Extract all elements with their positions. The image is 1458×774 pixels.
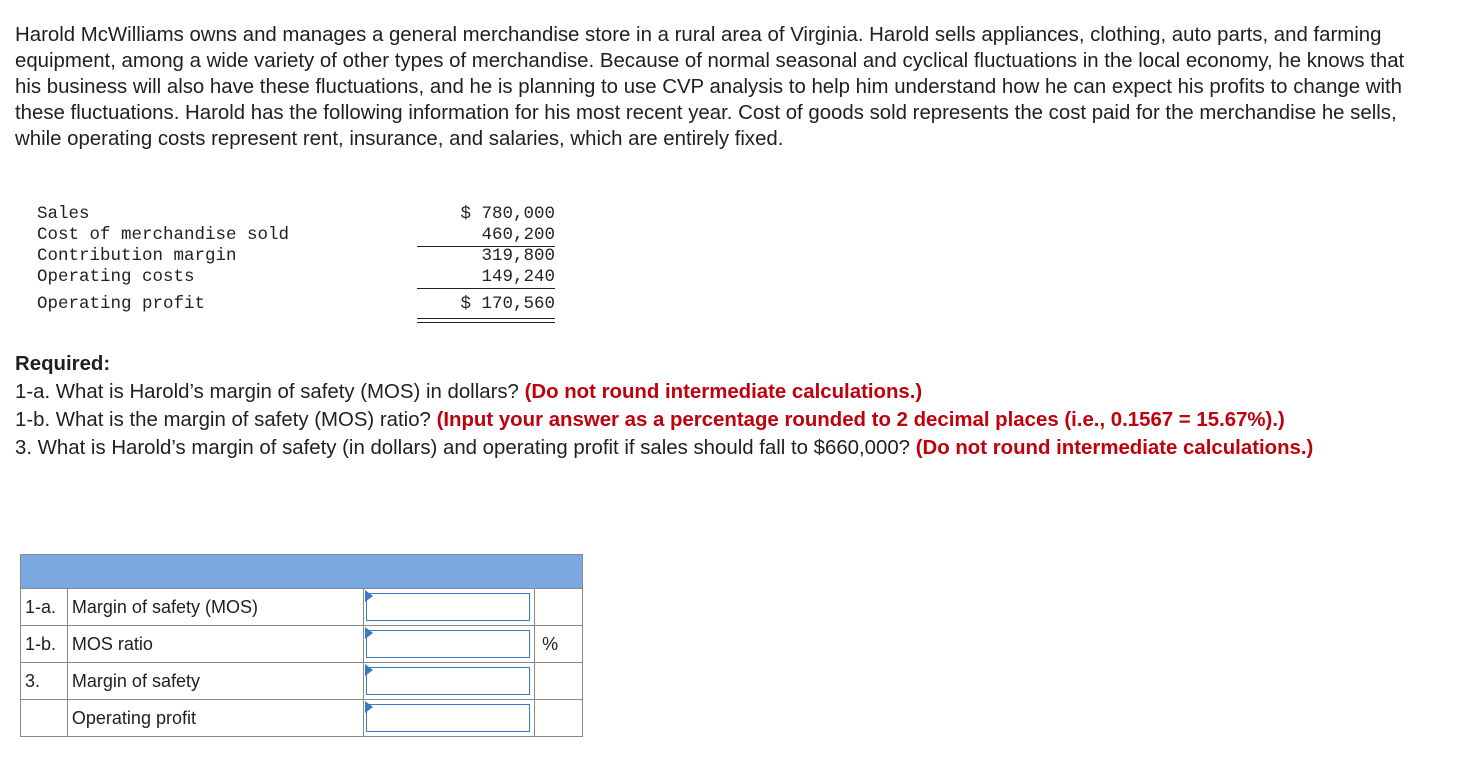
question-1a (15, 378, 1435, 406)
statement-label: Operating profit (37, 294, 206, 314)
answer-table-header (21, 555, 583, 589)
input-flag-icon (365, 701, 373, 713)
statement-amount: 149,240 (481, 267, 555, 287)
statement-row-sales (37, 204, 597, 225)
statement-row-operating-costs (37, 267, 597, 288)
question-1b-note: (Input your answer as a percentage rounded to 2 decimal places (i.e., 0.1567 = 15.67%).) (436, 409, 1285, 431)
input-flag-icon (365, 590, 373, 602)
header-cell (21, 555, 583, 589)
statement-amount: $ 780,000 (460, 204, 555, 224)
row-label: Operating profit (67, 700, 363, 737)
question-1a-note: (Do not round intermediate calculations.) (524, 381, 923, 403)
answer-table (20, 554, 583, 737)
double-underline-rule-bottom (417, 322, 555, 323)
row-unit (535, 663, 583, 700)
question-3-text: 3. What is Harold’s margin of safety (in dollars) and operating profit if sales should fall to $660,000? (15, 437, 911, 459)
statement-label: Contribution margin (37, 246, 237, 266)
statement-amount: 460,200 (481, 225, 555, 245)
row-number (21, 700, 68, 737)
question-1b-text: 1-b. What is the margin of safety (MOS) ratio? (15, 409, 431, 431)
row-number: 1-a. (21, 589, 68, 626)
operating-profit-input[interactable] (366, 704, 530, 732)
required-section (15, 350, 1435, 462)
problem-intro: Harold McWilliams owns and manages a general merchandise store in a rural area of Virginia. Harold sells appliances, clothing, auto parts, and farming equipment, among a wide variety of other types of merchandise. Because of normal seasonal and cyclical fluctuations in the local economy, he knows that his business will also have these fluctuations, and he is planning to use CVP analysis to help him understand how he can expect his profits to change with these fluctuations. Harold has the following information for his most recent year. Cost of goods sold represents the cost paid for the merchandise he sells, while operating costs represent rent, insurance, and salaries, which are entirely fixed. (15, 24, 1405, 150)
answer-input-cell (364, 589, 535, 626)
statement-row-cost (37, 225, 597, 246)
statement-row-operating-profit (37, 294, 597, 315)
double-underline-rule-top (417, 318, 555, 319)
question-3-note: (Do not round intermediate calculations.) (915, 437, 1314, 459)
underline-rule (417, 288, 555, 289)
answer-input-cell (364, 626, 535, 663)
answer-row-3-mos (21, 663, 583, 700)
income-statement (37, 204, 597, 315)
statement-row-contribution (37, 246, 597, 267)
row-label: Margin of safety (MOS) (67, 589, 363, 626)
row-label: MOS ratio (67, 626, 363, 663)
row-unit (535, 700, 583, 737)
input-flag-icon (365, 664, 373, 676)
answer-row-1a (21, 589, 583, 626)
row-unit (535, 589, 583, 626)
row-label: Margin of safety (67, 663, 363, 700)
row-unit: % (535, 626, 583, 663)
answer-row-3-profit (21, 700, 583, 737)
answer-input-cell (364, 700, 535, 737)
statement-amount: 319,800 (481, 246, 555, 266)
statement-label: Cost of merchandise sold (37, 225, 290, 245)
answer-row-1b (21, 626, 583, 663)
statement-label: Operating costs (37, 267, 195, 287)
mos-after-decline-input[interactable] (366, 667, 530, 695)
question-3 (15, 434, 1435, 462)
required-heading: Required: (15, 353, 111, 375)
input-flag-icon (365, 627, 373, 639)
mos-ratio-input[interactable] (366, 630, 530, 658)
row-number: 3. (21, 663, 68, 700)
row-number: 1-b. (21, 626, 68, 663)
answer-input-cell (364, 663, 535, 700)
statement-amount: $ 170,560 (460, 294, 555, 314)
statement-label: Sales (37, 204, 90, 224)
question-1b (15, 406, 1435, 434)
mos-dollars-input[interactable] (366, 593, 530, 621)
question-1a-text: 1-a. What is Harold’s margin of safety (MOS) in dollars? (15, 381, 519, 403)
